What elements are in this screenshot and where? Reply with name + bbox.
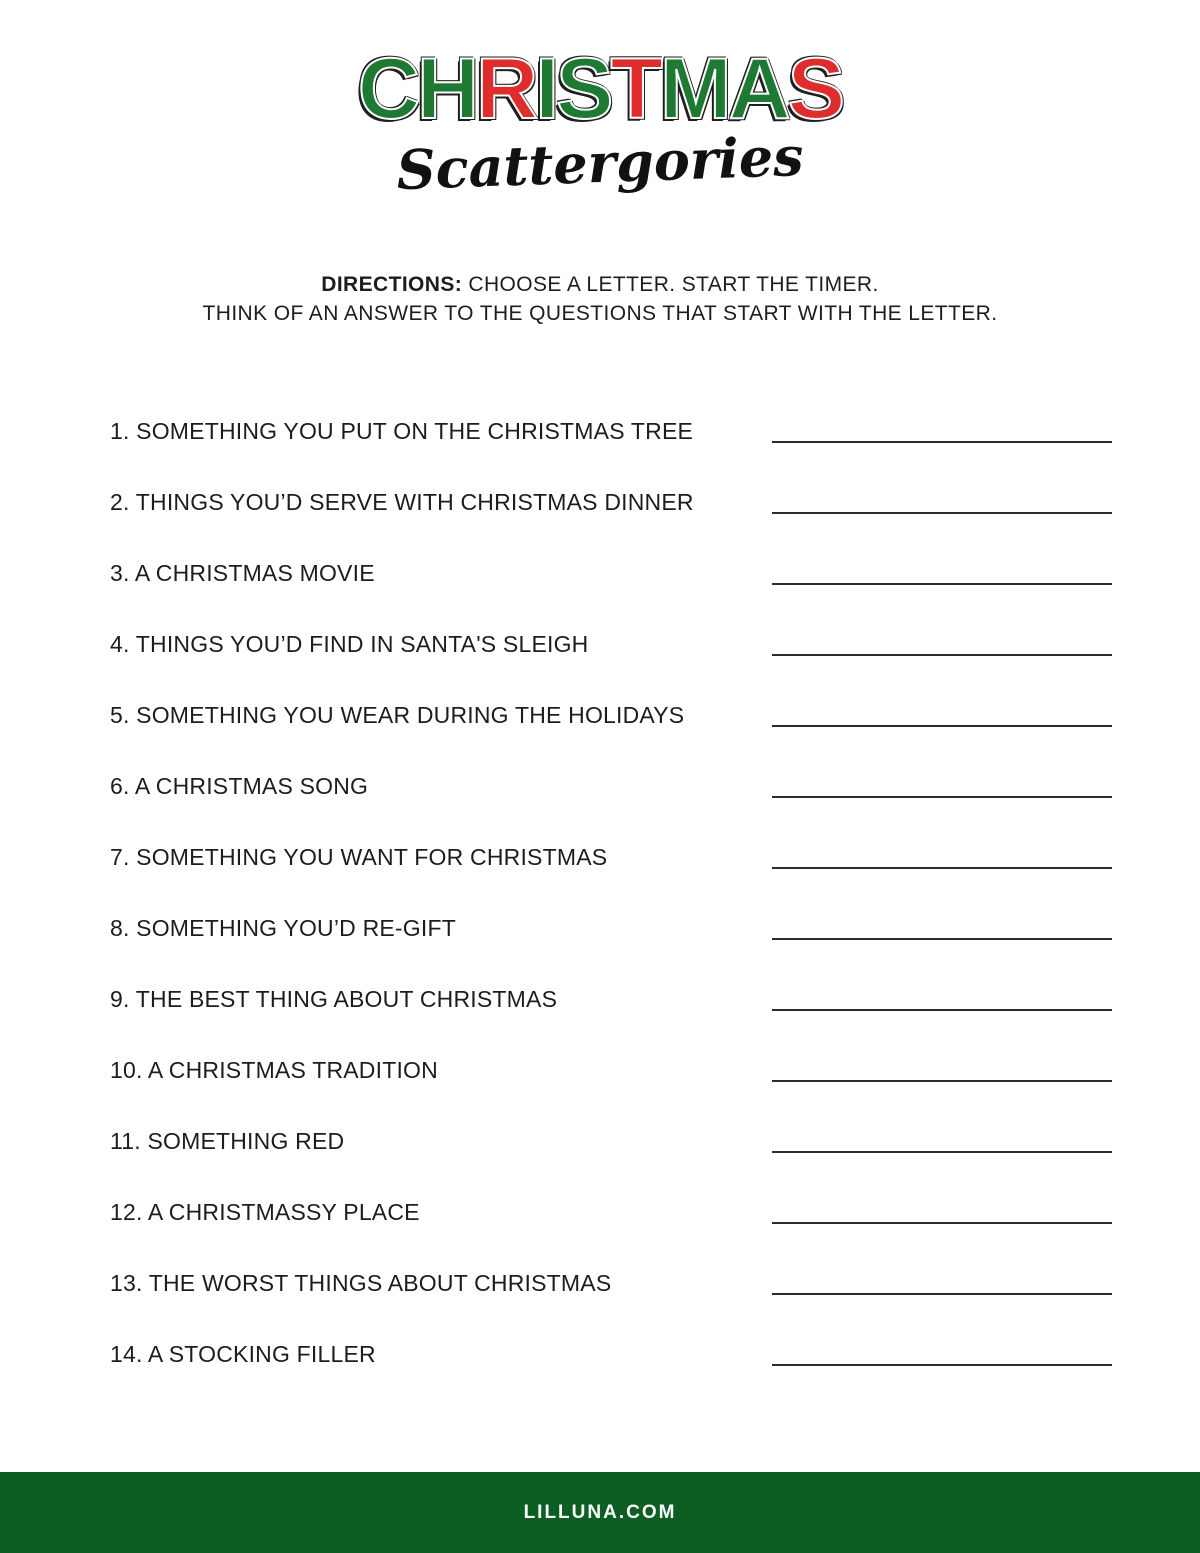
- question-row: [110, 986, 1112, 1012]
- title-letter: T: [610, 41, 661, 137]
- answer-blank-line: [772, 796, 1112, 798]
- directions-line-2: THINK OF AN ANSWER TO THE QUESTIONS THAT START WITH THE LETTER.: [202, 302, 998, 325]
- title-letter: M: [660, 41, 729, 137]
- title-letter: R: [476, 41, 536, 137]
- answer-blank-line: [772, 725, 1112, 727]
- answer-blank-line: [772, 512, 1112, 514]
- question-number: 8.: [110, 915, 137, 941]
- directions-line-1: [0, 270, 1200, 299]
- directions-label: DIRECTIONS:: [321, 273, 463, 296]
- question-text: A CHRISTMAS TRADITION: [147, 1057, 438, 1083]
- question-row: [110, 1057, 1112, 1083]
- question-number: 14.: [110, 1341, 148, 1367]
- directions-line-1-text: CHOOSE A LETTER. START THE TIMER.: [462, 273, 879, 296]
- title-letter: H: [416, 41, 477, 137]
- header: [0, 41, 1200, 203]
- question-text: A CHRISTMAS SONG: [134, 773, 369, 799]
- question-text: A CHRISTMASSY PLACE: [147, 1199, 420, 1225]
- question-number: 5.: [110, 702, 137, 728]
- title-letter: I: [535, 41, 557, 137]
- question-number: 12.: [110, 1199, 148, 1225]
- question-row: [110, 702, 1112, 728]
- question-text: SOMETHING RED: [147, 1128, 345, 1154]
- question-text: A STOCKING FILLER: [147, 1341, 376, 1367]
- questions-list: [110, 418, 1112, 1412]
- question-number: 11.: [110, 1128, 148, 1154]
- question-row: [110, 1128, 1112, 1154]
- question-number: 4.: [110, 631, 136, 657]
- question-text: SOMETHING YOU’D RE-GIFT: [136, 915, 456, 941]
- title-letter: A: [728, 41, 788, 137]
- question-row: [110, 1341, 1112, 1367]
- answer-blank-line: [772, 1009, 1112, 1011]
- answer-blank-line: [772, 1293, 1112, 1295]
- answer-blank-line: [772, 1151, 1112, 1153]
- question-row: [110, 915, 1112, 941]
- title-letter: S: [556, 41, 611, 137]
- question-row: [110, 560, 1112, 586]
- question-text: SOMETHING YOU PUT ON THE CHRISTMAS TREE: [136, 418, 694, 444]
- answer-blank-line: [772, 1222, 1112, 1224]
- question-number: 2.: [110, 489, 136, 515]
- title-letter: C: [357, 41, 417, 137]
- answer-blank-line: [772, 938, 1112, 940]
- footer-bar: [0, 1472, 1200, 1553]
- question-row: [110, 844, 1112, 870]
- directions: [0, 270, 1200, 328]
- answer-blank-line: [772, 583, 1112, 585]
- question-number: 10.: [110, 1057, 148, 1083]
- title-letter: S: [787, 41, 843, 137]
- question-number: 6.: [110, 773, 135, 799]
- page-title: [357, 41, 843, 137]
- answer-blank-line: [772, 1080, 1112, 1082]
- question-text: THINGS YOU’D FIND IN SANTA'S SLEIGH: [135, 631, 589, 657]
- question-number: 7.: [110, 844, 137, 870]
- question-text: A CHRISTMAS MOVIE: [134, 560, 375, 586]
- question-text: SOMETHING YOU WANT FOR CHRISTMAS: [136, 844, 608, 870]
- question-number: 3.: [110, 560, 135, 586]
- answer-blank-line: [772, 1364, 1112, 1366]
- question-text: SOMETHING YOU WEAR DURING THE HOLIDAYS: [136, 702, 685, 728]
- question-row: [110, 1270, 1112, 1296]
- question-text: THINGS YOU’D SERVE WITH CHRISTMAS DINNER: [135, 489, 694, 515]
- question-row: [110, 1199, 1112, 1225]
- answer-blank-line: [772, 867, 1112, 869]
- subtitle-script: Scattergories: [395, 123, 805, 203]
- question-row: [110, 418, 1112, 444]
- question-number: 1.: [110, 418, 137, 444]
- question-text: THE WORST THINGS ABOUT CHRISTMAS: [148, 1270, 612, 1296]
- question-text: THE BEST THING ABOUT CHRISTMAS: [135, 986, 558, 1012]
- question-row: [110, 773, 1112, 799]
- footer-site-text: LILLUNA.COM: [523, 1501, 677, 1523]
- question-row: [110, 489, 1112, 515]
- answer-blank-line: [772, 441, 1112, 443]
- question-row: [110, 631, 1112, 657]
- answer-blank-line: [772, 654, 1112, 656]
- question-number: 13.: [110, 1270, 149, 1296]
- question-number: 9.: [110, 986, 136, 1012]
